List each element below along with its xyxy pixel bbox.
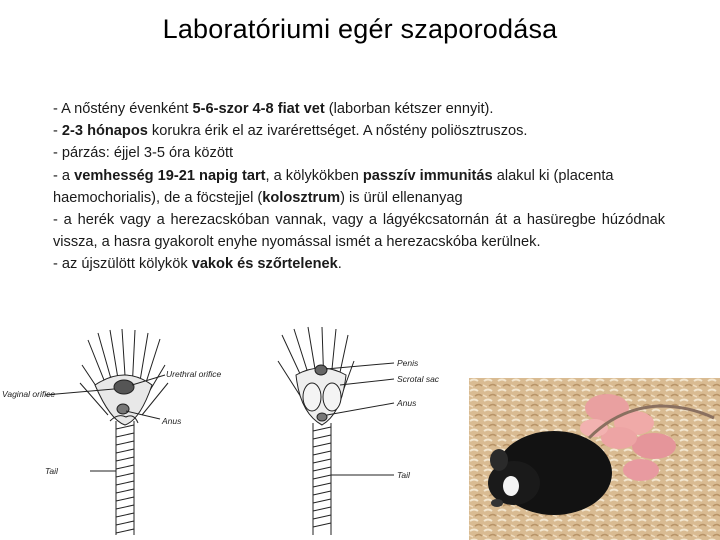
slide-title: Laboratóriumi egér szaporodása (162, 14, 558, 44)
bullet-list (53, 98, 665, 276)
bullet-item: - az újszülött kölykök vakok és szőrtelenek. (53, 256, 342, 273)
label-male-tail: Tail (397, 470, 410, 480)
label-female-anus: Anus (162, 416, 182, 426)
label-scrotal-sac: Scrotal sac (397, 374, 440, 384)
bullet-item: - 2-3 hónapos korukra érik el az ivarérettséget. A nőstény poliösztruszos. (53, 123, 528, 140)
bullet-item: - a herék vagy a herezacskóban vannak, vagy a lágyékcsatornán át a hasüregbe húzódnak vissza, a hasra gyakorolt enyhe nyomással ismét a herezacskóba kerülnek. (53, 212, 665, 251)
label-female-tail: Tail (45, 466, 58, 476)
anatomy-diagram (0, 325, 470, 540)
label-urethral-orifice: Urethral orifice (166, 369, 222, 379)
bullet-item: - párzás: éjjel 3-5 óra között (53, 145, 234, 162)
label-penis: Penis (397, 358, 419, 368)
male-anatomy-drawing (278, 327, 394, 535)
bullet-item: - a vemhesség 19-21 napig tart, a kölykökben passzív immunitás alakul ki (placenta haemochorialis), de a föcstejjel (kolosztrum) is ürül ellenanyag (53, 167, 614, 206)
label-male-anus: Anus (397, 398, 417, 408)
mouse-with-pups-photo (469, 378, 720, 540)
female-anatomy-drawing (45, 329, 168, 535)
label-vaginal-orifice: Vaginal orifice (2, 389, 56, 399)
bullet-item: - A nőstény évenként 5-6-szor 4-8 fiat vet (laborban kétszer ennyit). (53, 101, 494, 117)
